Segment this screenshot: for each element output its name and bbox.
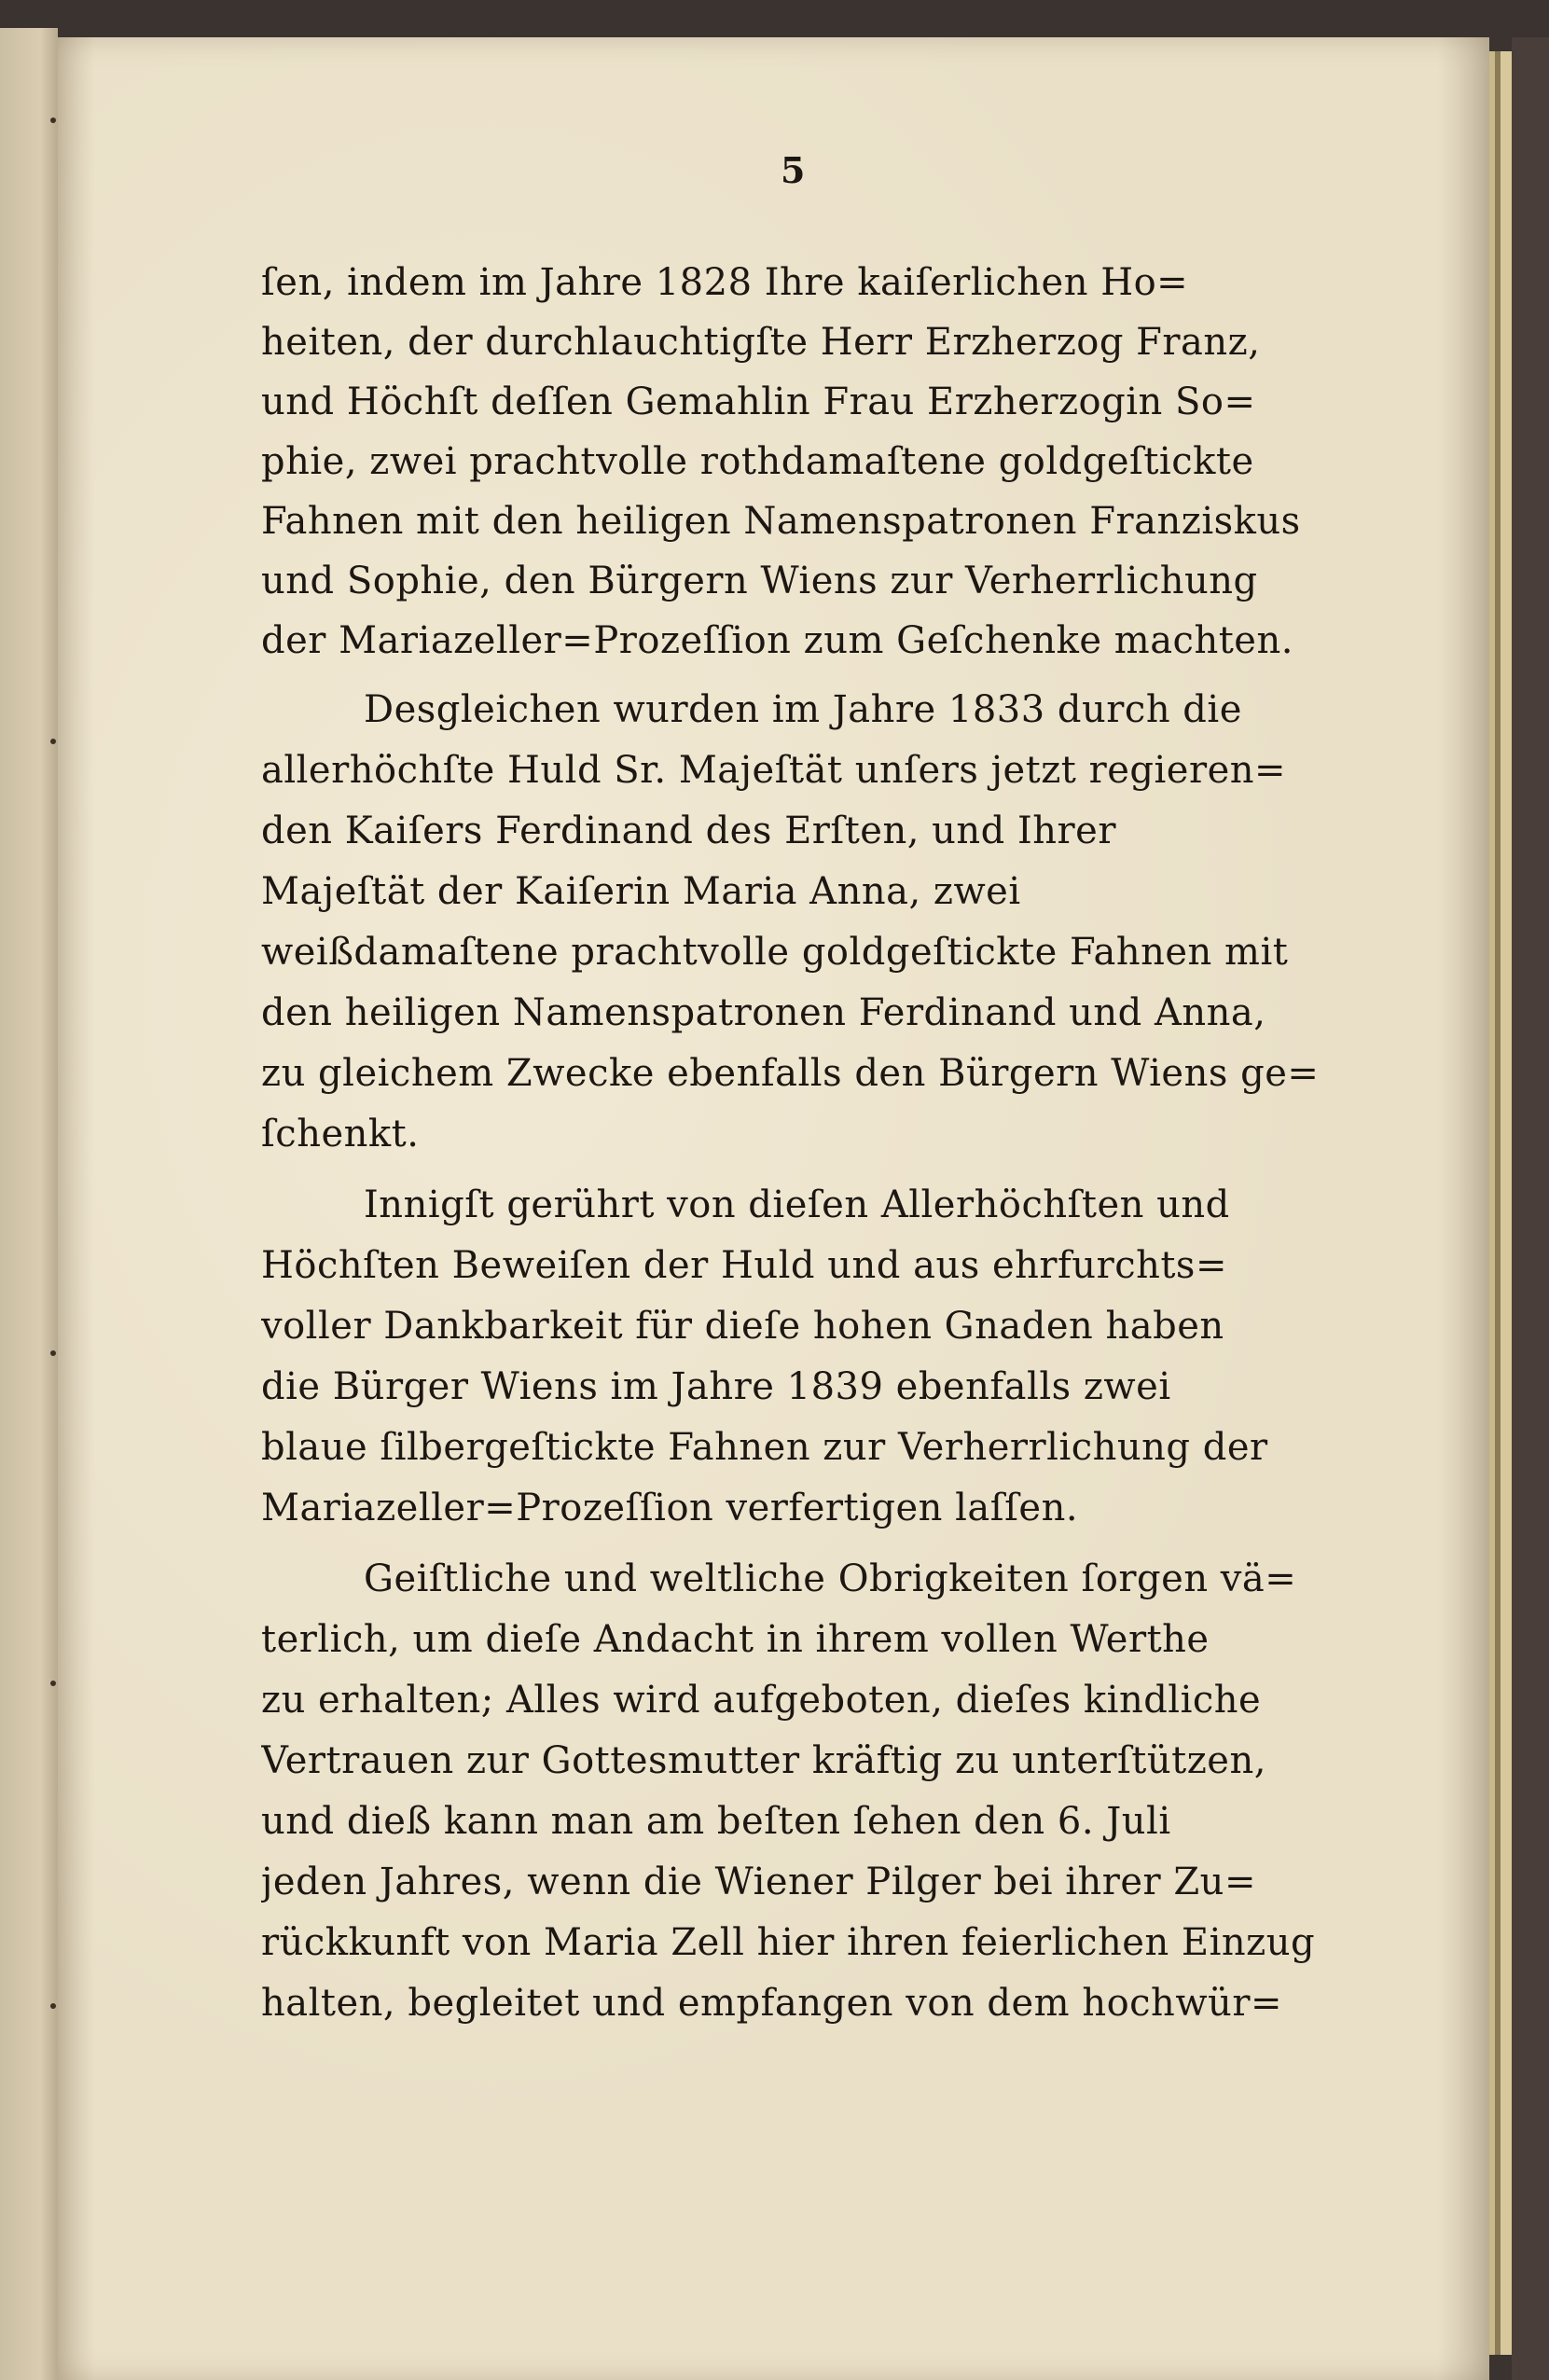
text-line: der Mariazeller=Prozeſſion zum Geſchenke machten. — [261, 619, 1293, 662]
text-line: heiten, der durchlauchtigſte Herr Erzherzog Franz, — [261, 321, 1261, 364]
text-line: halten, begleitet und empfangen von dem hochwür= — [261, 1982, 1282, 2025]
text-line: jeden Jahres, wenn die Wiener Pilger bei ihrer Zu= — [261, 1861, 1256, 1903]
paragraph-start-line: Innigſt gerührt von dieſen Allerhöchſten und — [364, 1183, 1230, 1226]
text-line: und dieß kann man am beſten ſehen den 6. Juli — [261, 1800, 1171, 1843]
text-line: ſchenkt. — [261, 1113, 420, 1155]
text-line: Fahnen mit den heiligen Namenspatronen Franziskus — [261, 500, 1301, 543]
page-number: 5 — [781, 149, 806, 191]
left-facing-page — [0, 28, 58, 2380]
text-line: Höchſten Beweiſen der Huld und aus ehrfurchts= — [261, 1244, 1227, 1287]
text-line: weißdamaſtene prachtvolle goldgeſtickte Fahnen mit — [261, 931, 1289, 974]
text-line: den Kaiſers Ferdinand des Erſten, und Ihrer — [261, 809, 1116, 852]
binding-stitch — [50, 739, 56, 744]
text-line: die Bürger Wiens im Jahre 1839 ebenfalls zwei — [261, 1365, 1171, 1408]
text-line: Majeſtät der Kaiſerin Maria Anna, zwei — [261, 870, 1021, 913]
text-line: zu erhalten; Alles wird aufgeboten, dieſes kindliche — [261, 1679, 1262, 1722]
text-line: voller Dankbarkeit für dieſe hohen Gnaden haben — [261, 1305, 1224, 1348]
text-line: und Sophie, den Bürgern Wiens zur Verherrlichung — [261, 560, 1258, 602]
text-line: Vertrauen zur Gottesmutter kräftig zu unterſtützen, — [261, 1739, 1266, 1782]
paragraph-start-line: Geiſtliche und weltliche Obrigkeiten ſorgen vä= — [364, 1557, 1297, 1600]
page-edge — [1501, 51, 1512, 2355]
binding-stitch — [50, 118, 56, 123]
text-line: allerhöchſte Huld Sr. Majeſtät unſers jetzt regieren= — [261, 749, 1287, 792]
text-line: und Höchſt deſſen Gemahlin Frau Erzherzogin So= — [261, 381, 1256, 423]
text-line: phie, zwei prachtvolle rothdamaſtene goldgeſtickte — [261, 440, 1254, 483]
text-line: rückkunft von Maria Zell hier ihren feierlichen Einzug — [261, 1921, 1316, 1964]
text-line: blaue ſilbergeſtickte Fahnen zur Verherrlichung der — [261, 1426, 1268, 1469]
paragraph-start-line: Desgleichen wurden im Jahre 1833 durch die — [364, 688, 1242, 731]
text-line: zu gleichem Zwecke ebenfalls den Bürgern Wiens ge= — [261, 1052, 1320, 1095]
text-line: Mariazeller=Prozeſſion verfertigen laſſen. — [261, 1487, 1079, 1529]
text-line: ſen, indem im Jahre 1828 Ihre kaiſerlichen Ho= — [261, 261, 1189, 304]
binding-stitch — [50, 1681, 56, 1686]
text-line: terlich, um dieſe Andacht in ihrem vollen Werthe — [261, 1618, 1210, 1661]
binding-stitch — [50, 1350, 56, 1356]
book-cover-edge — [1512, 37, 1549, 2380]
binding-stitch — [50, 2003, 56, 2009]
text-line: den heiligen Namenspatronen Ferdinand und Anna, — [261, 991, 1266, 1034]
